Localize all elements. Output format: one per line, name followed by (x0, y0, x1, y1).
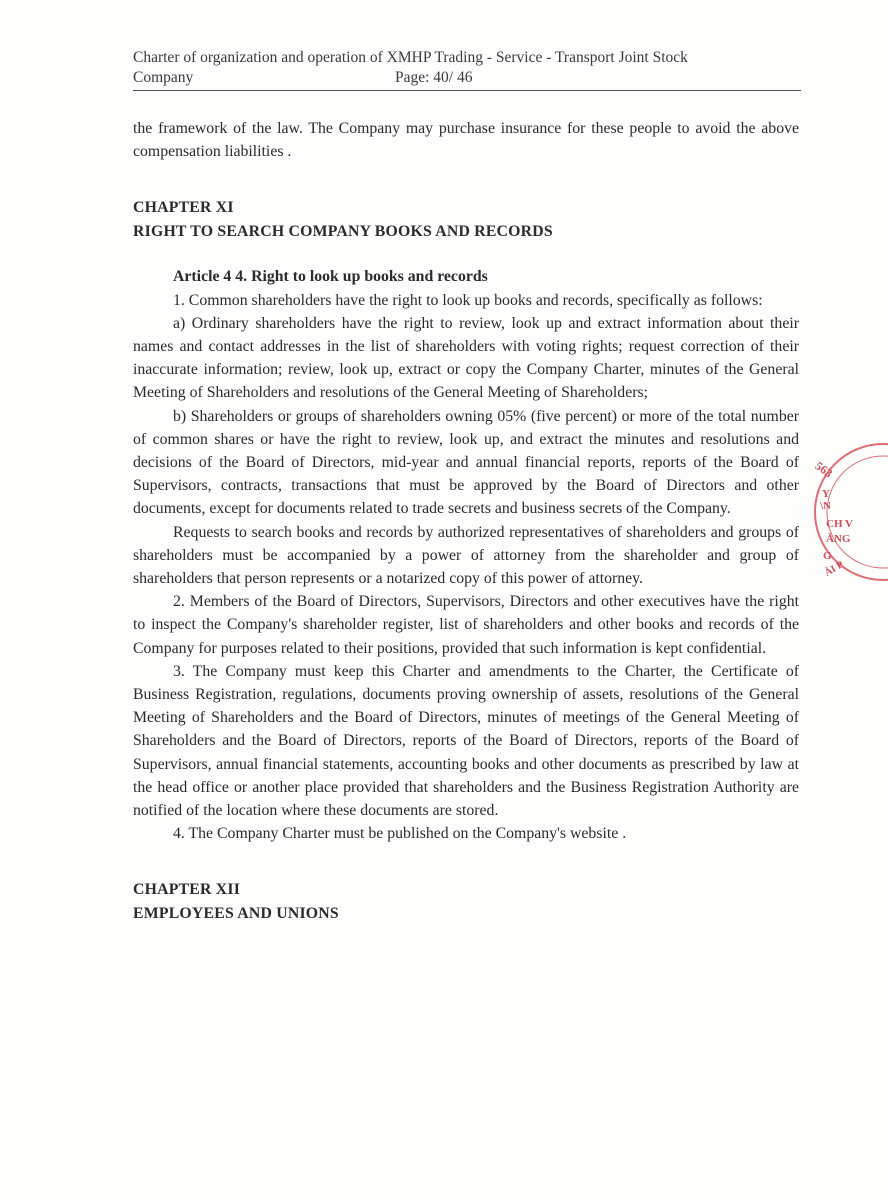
stamp-fragment: G (823, 550, 832, 562)
header-company: Company (133, 69, 194, 86)
chapter-12-label: CHAPTER XII (133, 881, 241, 899)
article-44-clause-1: 1. Common shareholders have the right to look up books and records, specifically as follows: (173, 291, 763, 309)
article-44-clause-1b: b) Shareholders or groups of shareholders owning 05% (five percent) or more of the total number of common shares or have the right to review, look up, and extract the minutes and resolutions and decisions of the Board of Directors, mid-year and annual financial reports, reports of the Board of Supervisors, contracts, transactions that must be approved by the Board of Directors and other documents, except for documents related to trade secrets and business secrets of the Company. (133, 407, 799, 518)
article-44-requests: Requests to search books and records by authorized representatives of shareholders and groups of shareholders must be accompanied by a power of attorney from the shareholder and group of shareholders that person represents or a notarized copy of this power of attorney. (133, 523, 799, 588)
stamp-fragment: ĂNG (826, 533, 851, 545)
article-44-clause-4: 4. The Company Charter must be published on the Company's website . (173, 825, 627, 843)
document-body (133, 117, 799, 925)
article-44-title: Article 4 4. Right to look up books and records (173, 268, 488, 286)
company-seal-stamp (808, 437, 888, 587)
intro-paragraph: the framework of the law. The Company may purchase insurance for these people to avoid the above compensation liabilities . (133, 120, 799, 161)
header-document-title: Charter of organization and operation of XMHP Trading - Service - Transport Joint Stock (133, 49, 688, 66)
stamp-fragment: ẢI P (822, 559, 846, 579)
page-header (133, 48, 801, 91)
stamp-fragment: Y (822, 488, 830, 500)
article-44-clause-1a: a) Ordinary shareholders have the right to review, look up and extract information about their names and contact addresses in the list of shareholders with voting rights; request correction of their inaccurate information; review, look up, extract or copy the Company Charter, minutes of the General Meeting of Shareholders and resolutions of the General Meeting of Shareholders; (133, 314, 799, 402)
article-44-clause-2: 2. Members of the Board of Directors, Supervisors, Directors and other executives have the right to inspect the Company's shareholder register, list of shareholders and other books and records of the Company for purposes related to their positions, provided that such information is kept confidential. (133, 593, 799, 657)
chapter-12-title: EMPLOYEES AND UNIONS (133, 904, 339, 922)
article-44-clause-3: 3. The Company must keep this Charter and amendments to the Charter, the Certificate of Business Registration, regulations, documents proving ownership of assets, resolutions of the General Meeting of Shareholders and the Board of Directors, minutes of meetings of the General Meeting of Shareholders and the Board of Directors, reports of the Board of Directors, reports of the Board of Supervisors, annual financial statements, accounting books and other documents as prescribed by law at the head office or another place provided that shareholders and the Business Registration Authority are notified of the location where these documents are stored. (133, 662, 799, 820)
stamp-fragment: 563 (812, 458, 836, 481)
stamp-fragment: CH V (826, 518, 853, 530)
chapter-11-title: RIGHT TO SEARCH COMPANY BOOKS AND RECORDS (133, 222, 553, 240)
stamp-fragment: \N (820, 500, 831, 512)
page-number: Page: 40/ 46 (395, 69, 473, 86)
chapter-11-label: CHAPTER XI (133, 199, 234, 217)
